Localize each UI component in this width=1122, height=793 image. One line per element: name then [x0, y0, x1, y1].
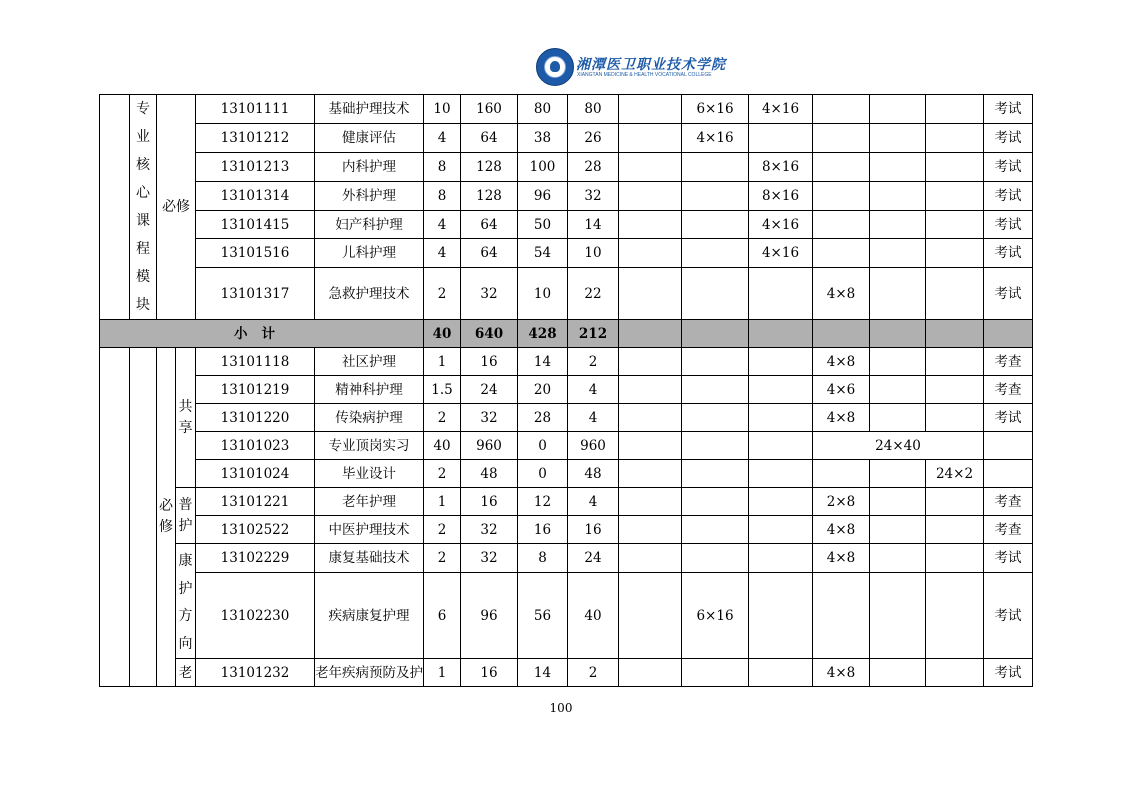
semester-5 — [870, 488, 926, 516]
course-name: 妇产科护理 — [315, 210, 424, 239]
semester-1 — [619, 268, 682, 320]
college-seal-icon — [536, 48, 574, 86]
theory-hours: 20 — [518, 376, 568, 404]
subtotal-empty — [984, 320, 1033, 348]
course-name: 专业顶岗实习 — [315, 432, 424, 460]
total-hours: 24 — [461, 376, 518, 404]
credit: 1 — [424, 488, 461, 516]
exam-type: 考试 — [984, 123, 1033, 152]
semester-2 — [682, 181, 749, 210]
theory-hours: 14 — [518, 348, 568, 376]
subtotal-credit: 40 — [424, 320, 461, 348]
exam-type — [984, 460, 1033, 488]
semester-6 — [926, 239, 984, 268]
semester-1 — [619, 123, 682, 152]
direction-required-label: 必修 — [157, 348, 176, 687]
theory-hours: 100 — [518, 152, 568, 181]
semester-1 — [619, 404, 682, 432]
theory-hours: 54 — [518, 239, 568, 268]
shared-label: 共享 — [176, 348, 196, 488]
course-name: 基础护理技术 — [315, 95, 424, 124]
semester-4 — [813, 123, 870, 152]
course-code: 13101111 — [196, 95, 315, 124]
semester-2 — [682, 432, 749, 460]
college-name-en: XIANGTAN MEDICINE & HEALTH VOCATIONAL COLLEGE — [577, 72, 712, 78]
semester-1 — [619, 376, 682, 404]
course-name: 中医护理技术 — [315, 516, 424, 544]
semester-3 — [749, 268, 813, 320]
left-border-cell — [100, 95, 130, 320]
table-row — [100, 659, 1033, 687]
table-row — [100, 376, 1033, 404]
exam-type: 考试 — [984, 95, 1033, 124]
general-label: 普护 — [176, 488, 196, 544]
semester-3: 8×16 — [749, 181, 813, 210]
course-name: 健康评估 — [315, 123, 424, 152]
semester-1 — [619, 460, 682, 488]
course-code: 13101220 — [196, 404, 315, 432]
elderly-label: 老 — [176, 659, 196, 687]
semester-4 — [813, 460, 870, 488]
semester-2 — [682, 268, 749, 320]
semester-5 — [870, 516, 926, 544]
total-hours: 960 — [461, 432, 518, 460]
course-code: 13101415 — [196, 210, 315, 239]
core-required-label: 必修 — [157, 95, 196, 320]
course-code: 13101317 — [196, 268, 315, 320]
table-row — [100, 544, 1033, 573]
theory-hours: 80 — [518, 95, 568, 124]
semester-4: 2×8 — [813, 488, 870, 516]
course-code: 13102229 — [196, 544, 315, 573]
course-name: 康复基础技术 — [315, 544, 424, 573]
total-hours: 128 — [461, 152, 518, 181]
practice-hours: 2 — [568, 659, 619, 687]
course-name: 外科护理 — [315, 181, 424, 210]
theory-hours: 8 — [518, 544, 568, 573]
course-code: 13101219 — [196, 376, 315, 404]
table-row — [100, 573, 1033, 659]
course-name: 传染病护理 — [315, 404, 424, 432]
semester-6 — [926, 544, 984, 573]
credit: 8 — [424, 152, 461, 181]
exam-type: 考试 — [984, 404, 1033, 432]
practice-hours: 26 — [568, 123, 619, 152]
semester-4: 4×8 — [813, 348, 870, 376]
semester-1 — [619, 239, 682, 268]
credit: 6 — [424, 573, 461, 659]
semester-3 — [749, 432, 813, 460]
total-hours: 64 — [461, 123, 518, 152]
table-row — [100, 181, 1033, 210]
course-name: 疾病康复护理 — [315, 573, 424, 659]
semester-3 — [749, 348, 813, 376]
semester-3 — [749, 376, 813, 404]
total-hours: 16 — [461, 348, 518, 376]
table-row — [100, 210, 1033, 239]
semester-3 — [749, 659, 813, 687]
direction-module-cell — [130, 348, 157, 687]
semester-5 — [870, 210, 926, 239]
theory-hours: 96 — [518, 181, 568, 210]
theory-hours: 56 — [518, 573, 568, 659]
semester-2 — [682, 488, 749, 516]
practice-hours: 40 — [568, 573, 619, 659]
semester-6 — [926, 573, 984, 659]
semester-6 — [926, 181, 984, 210]
credit: 8 — [424, 181, 461, 210]
total-hours: 64 — [461, 239, 518, 268]
credit: 1 — [424, 348, 461, 376]
theory-hours: 16 — [518, 516, 568, 544]
exam-type: 考查 — [984, 516, 1033, 544]
semester-6 — [926, 95, 984, 124]
curriculum-table — [99, 94, 1033, 687]
semester-4: 4×8 — [813, 544, 870, 573]
semester-1 — [619, 95, 682, 124]
course-code: 13102230 — [196, 573, 315, 659]
credit: 2 — [424, 268, 461, 320]
total-hours: 16 — [461, 659, 518, 687]
exam-type: 考查 — [984, 376, 1033, 404]
total-hours: 128 — [461, 181, 518, 210]
semester-2 — [682, 404, 749, 432]
course-name: 急救护理技术 — [315, 268, 424, 320]
total-hours: 96 — [461, 573, 518, 659]
page-number: 100 — [549, 701, 573, 715]
subtotal-empty — [619, 320, 682, 348]
semester-4: 4×6 — [813, 376, 870, 404]
total-hours: 160 — [461, 95, 518, 124]
semester-4 — [813, 210, 870, 239]
semester-2 — [682, 516, 749, 544]
course-code: 13101314 — [196, 181, 315, 210]
semester-1 — [619, 659, 682, 687]
semester-3 — [749, 404, 813, 432]
semester-3: 8×16 — [749, 152, 813, 181]
table-row — [100, 95, 1033, 124]
table-row — [100, 432, 1033, 460]
practice-hours: 4 — [568, 488, 619, 516]
table-row — [100, 488, 1033, 516]
semester-5 — [870, 239, 926, 268]
subtotal-theory: 428 — [518, 320, 568, 348]
semester-2 — [682, 544, 749, 573]
semester-1 — [619, 181, 682, 210]
semester-6 — [926, 659, 984, 687]
practice-hours: 22 — [568, 268, 619, 320]
semester-6 — [926, 152, 984, 181]
total-hours: 16 — [461, 488, 518, 516]
theory-hours: 0 — [518, 460, 568, 488]
table-row — [100, 268, 1033, 320]
semester-3: 4×16 — [749, 210, 813, 239]
subtotal-row — [100, 320, 1033, 348]
course-code: 13101212 — [196, 123, 315, 152]
semester-2 — [682, 152, 749, 181]
table-row — [100, 123, 1033, 152]
semester-2 — [682, 460, 749, 488]
semester-4: 4×8 — [813, 659, 870, 687]
semester-5 — [870, 95, 926, 124]
semester-6 — [926, 268, 984, 320]
course-name: 内科护理 — [315, 152, 424, 181]
credit: 1 — [424, 659, 461, 687]
semester-6 — [926, 516, 984, 544]
credit: 10 — [424, 95, 461, 124]
practice-hours: 28 — [568, 152, 619, 181]
semester-2 — [682, 376, 749, 404]
theory-hours: 50 — [518, 210, 568, 239]
course-name: 社区护理 — [315, 348, 424, 376]
course-code: 13101232 — [196, 659, 315, 687]
semester-2: 4×16 — [682, 123, 749, 152]
credit: 2 — [424, 516, 461, 544]
credit: 4 — [424, 210, 461, 239]
subtotal-empty — [682, 320, 749, 348]
semester-5 — [870, 181, 926, 210]
practice-hours: 48 — [568, 460, 619, 488]
practice-hours: 14 — [568, 210, 619, 239]
semester-1 — [619, 348, 682, 376]
exam-type: 考查 — [984, 348, 1033, 376]
semester-5 — [870, 268, 926, 320]
table-row — [100, 460, 1033, 488]
total-hours: 64 — [461, 210, 518, 239]
semester-3 — [749, 516, 813, 544]
subtotal-empty — [813, 320, 870, 348]
semester-1 — [619, 573, 682, 659]
practice-hours: 80 — [568, 95, 619, 124]
semester-4 — [813, 152, 870, 181]
semester-1 — [619, 432, 682, 460]
course-name: 老年疾病预防及护 — [315, 659, 424, 687]
semester-5 — [870, 460, 926, 488]
semester-6 — [926, 376, 984, 404]
semester-4 — [813, 95, 870, 124]
course-code: 13101024 — [196, 460, 315, 488]
course-code: 13101023 — [196, 432, 315, 460]
credit: 4 — [424, 239, 461, 268]
total-hours: 48 — [461, 460, 518, 488]
semester-5 — [870, 544, 926, 573]
exam-type: 考试 — [984, 152, 1033, 181]
semester-6 — [926, 404, 984, 432]
semester-1 — [619, 210, 682, 239]
semester-2 — [682, 239, 749, 268]
semester-3 — [749, 488, 813, 516]
practice-hours: 24 — [568, 544, 619, 573]
semester-5 — [870, 573, 926, 659]
exam-type: 考查 — [984, 488, 1033, 516]
table-row — [100, 348, 1033, 376]
course-name: 老年护理 — [315, 488, 424, 516]
semester-4 — [813, 573, 870, 659]
exam-type: 考试 — [984, 573, 1033, 659]
practice-hours: 4 — [568, 404, 619, 432]
course-name: 儿科护理 — [315, 239, 424, 268]
credit: 40 — [424, 432, 461, 460]
table-row — [100, 239, 1033, 268]
subtotal-practice: 212 — [568, 320, 619, 348]
semester-6 — [926, 348, 984, 376]
semester-1 — [619, 152, 682, 181]
total-hours: 32 — [461, 544, 518, 573]
course-code: 13101213 — [196, 152, 315, 181]
college-logo — [536, 48, 726, 86]
subtotal-empty — [926, 320, 984, 348]
practice-hours: 4 — [568, 376, 619, 404]
college-name-cn: 湘潭医卫职业技术学院 — [576, 57, 726, 73]
credit: 1.5 — [424, 376, 461, 404]
semester-6 — [926, 210, 984, 239]
semester-2 — [682, 210, 749, 239]
exam-type: 考试 — [984, 268, 1033, 320]
practice-hours: 32 — [568, 181, 619, 210]
total-hours: 32 — [461, 516, 518, 544]
course-name: 毕业设计 — [315, 460, 424, 488]
exam-type — [984, 432, 1033, 460]
semester-3: 4×16 — [749, 239, 813, 268]
exam-type: 考试 — [984, 210, 1033, 239]
table-row — [100, 152, 1033, 181]
exam-type: 考试 — [984, 659, 1033, 687]
semester-3 — [749, 573, 813, 659]
semester-1 — [619, 516, 682, 544]
exam-type: 考试 — [984, 544, 1033, 573]
semester-5 — [870, 152, 926, 181]
semester-3 — [749, 460, 813, 488]
theory-hours: 28 — [518, 404, 568, 432]
semester-4 — [813, 239, 870, 268]
semester-1 — [619, 488, 682, 516]
practice-hours: 2 — [568, 348, 619, 376]
course-code: 13101516 — [196, 239, 315, 268]
semester-6 — [926, 488, 984, 516]
semester-6: 24×2 — [926, 460, 984, 488]
theory-hours: 0 — [518, 432, 568, 460]
semester-4: 4×8 — [813, 268, 870, 320]
theory-hours: 38 — [518, 123, 568, 152]
course-name: 精神科护理 — [315, 376, 424, 404]
semester-5 — [870, 123, 926, 152]
course-code: 13102522 — [196, 516, 315, 544]
practice-hours: 16 — [568, 516, 619, 544]
credit: 2 — [424, 460, 461, 488]
semester-2: 6×16 — [682, 573, 749, 659]
semester-3 — [749, 544, 813, 573]
semester-5 — [870, 659, 926, 687]
rehab-direction-label: 康护方向 — [176, 544, 196, 659]
credit: 2 — [424, 404, 461, 432]
total-hours: 32 — [461, 268, 518, 320]
semester-6 — [926, 123, 984, 152]
semester-4: 4×8 — [813, 404, 870, 432]
semester-2 — [682, 348, 749, 376]
semester-4 — [813, 181, 870, 210]
credit: 4 — [424, 123, 461, 152]
semester-5 — [870, 348, 926, 376]
theory-hours: 10 — [518, 268, 568, 320]
theory-hours: 14 — [518, 659, 568, 687]
theory-hours: 12 — [518, 488, 568, 516]
semester-2 — [682, 659, 749, 687]
subtotal-empty — [870, 320, 926, 348]
practice-hours: 960 — [568, 432, 619, 460]
practice-hours: 10 — [568, 239, 619, 268]
table-row — [100, 404, 1033, 432]
course-code: 13101118 — [196, 348, 315, 376]
subtotal-total: 640 — [461, 320, 518, 348]
semester-2: 6×16 — [682, 95, 749, 124]
subtotal-label: 小计 — [100, 320, 424, 348]
table-row — [100, 516, 1033, 544]
total-hours: 32 — [461, 404, 518, 432]
subtotal-empty — [749, 320, 813, 348]
core-module-label: 专业核心课程模块 — [130, 95, 157, 320]
exam-type: 考试 — [984, 239, 1033, 268]
left-border-cell — [100, 348, 130, 687]
exam-type: 考试 — [984, 181, 1033, 210]
semester-5 — [870, 404, 926, 432]
semester-3: 4×16 — [749, 95, 813, 124]
semester-4-6: 24×40 — [813, 432, 984, 460]
semester-1 — [619, 544, 682, 573]
course-code: 13101221 — [196, 488, 315, 516]
semester-4: 4×8 — [813, 516, 870, 544]
semester-5 — [870, 376, 926, 404]
credit: 2 — [424, 544, 461, 573]
semester-3 — [749, 123, 813, 152]
